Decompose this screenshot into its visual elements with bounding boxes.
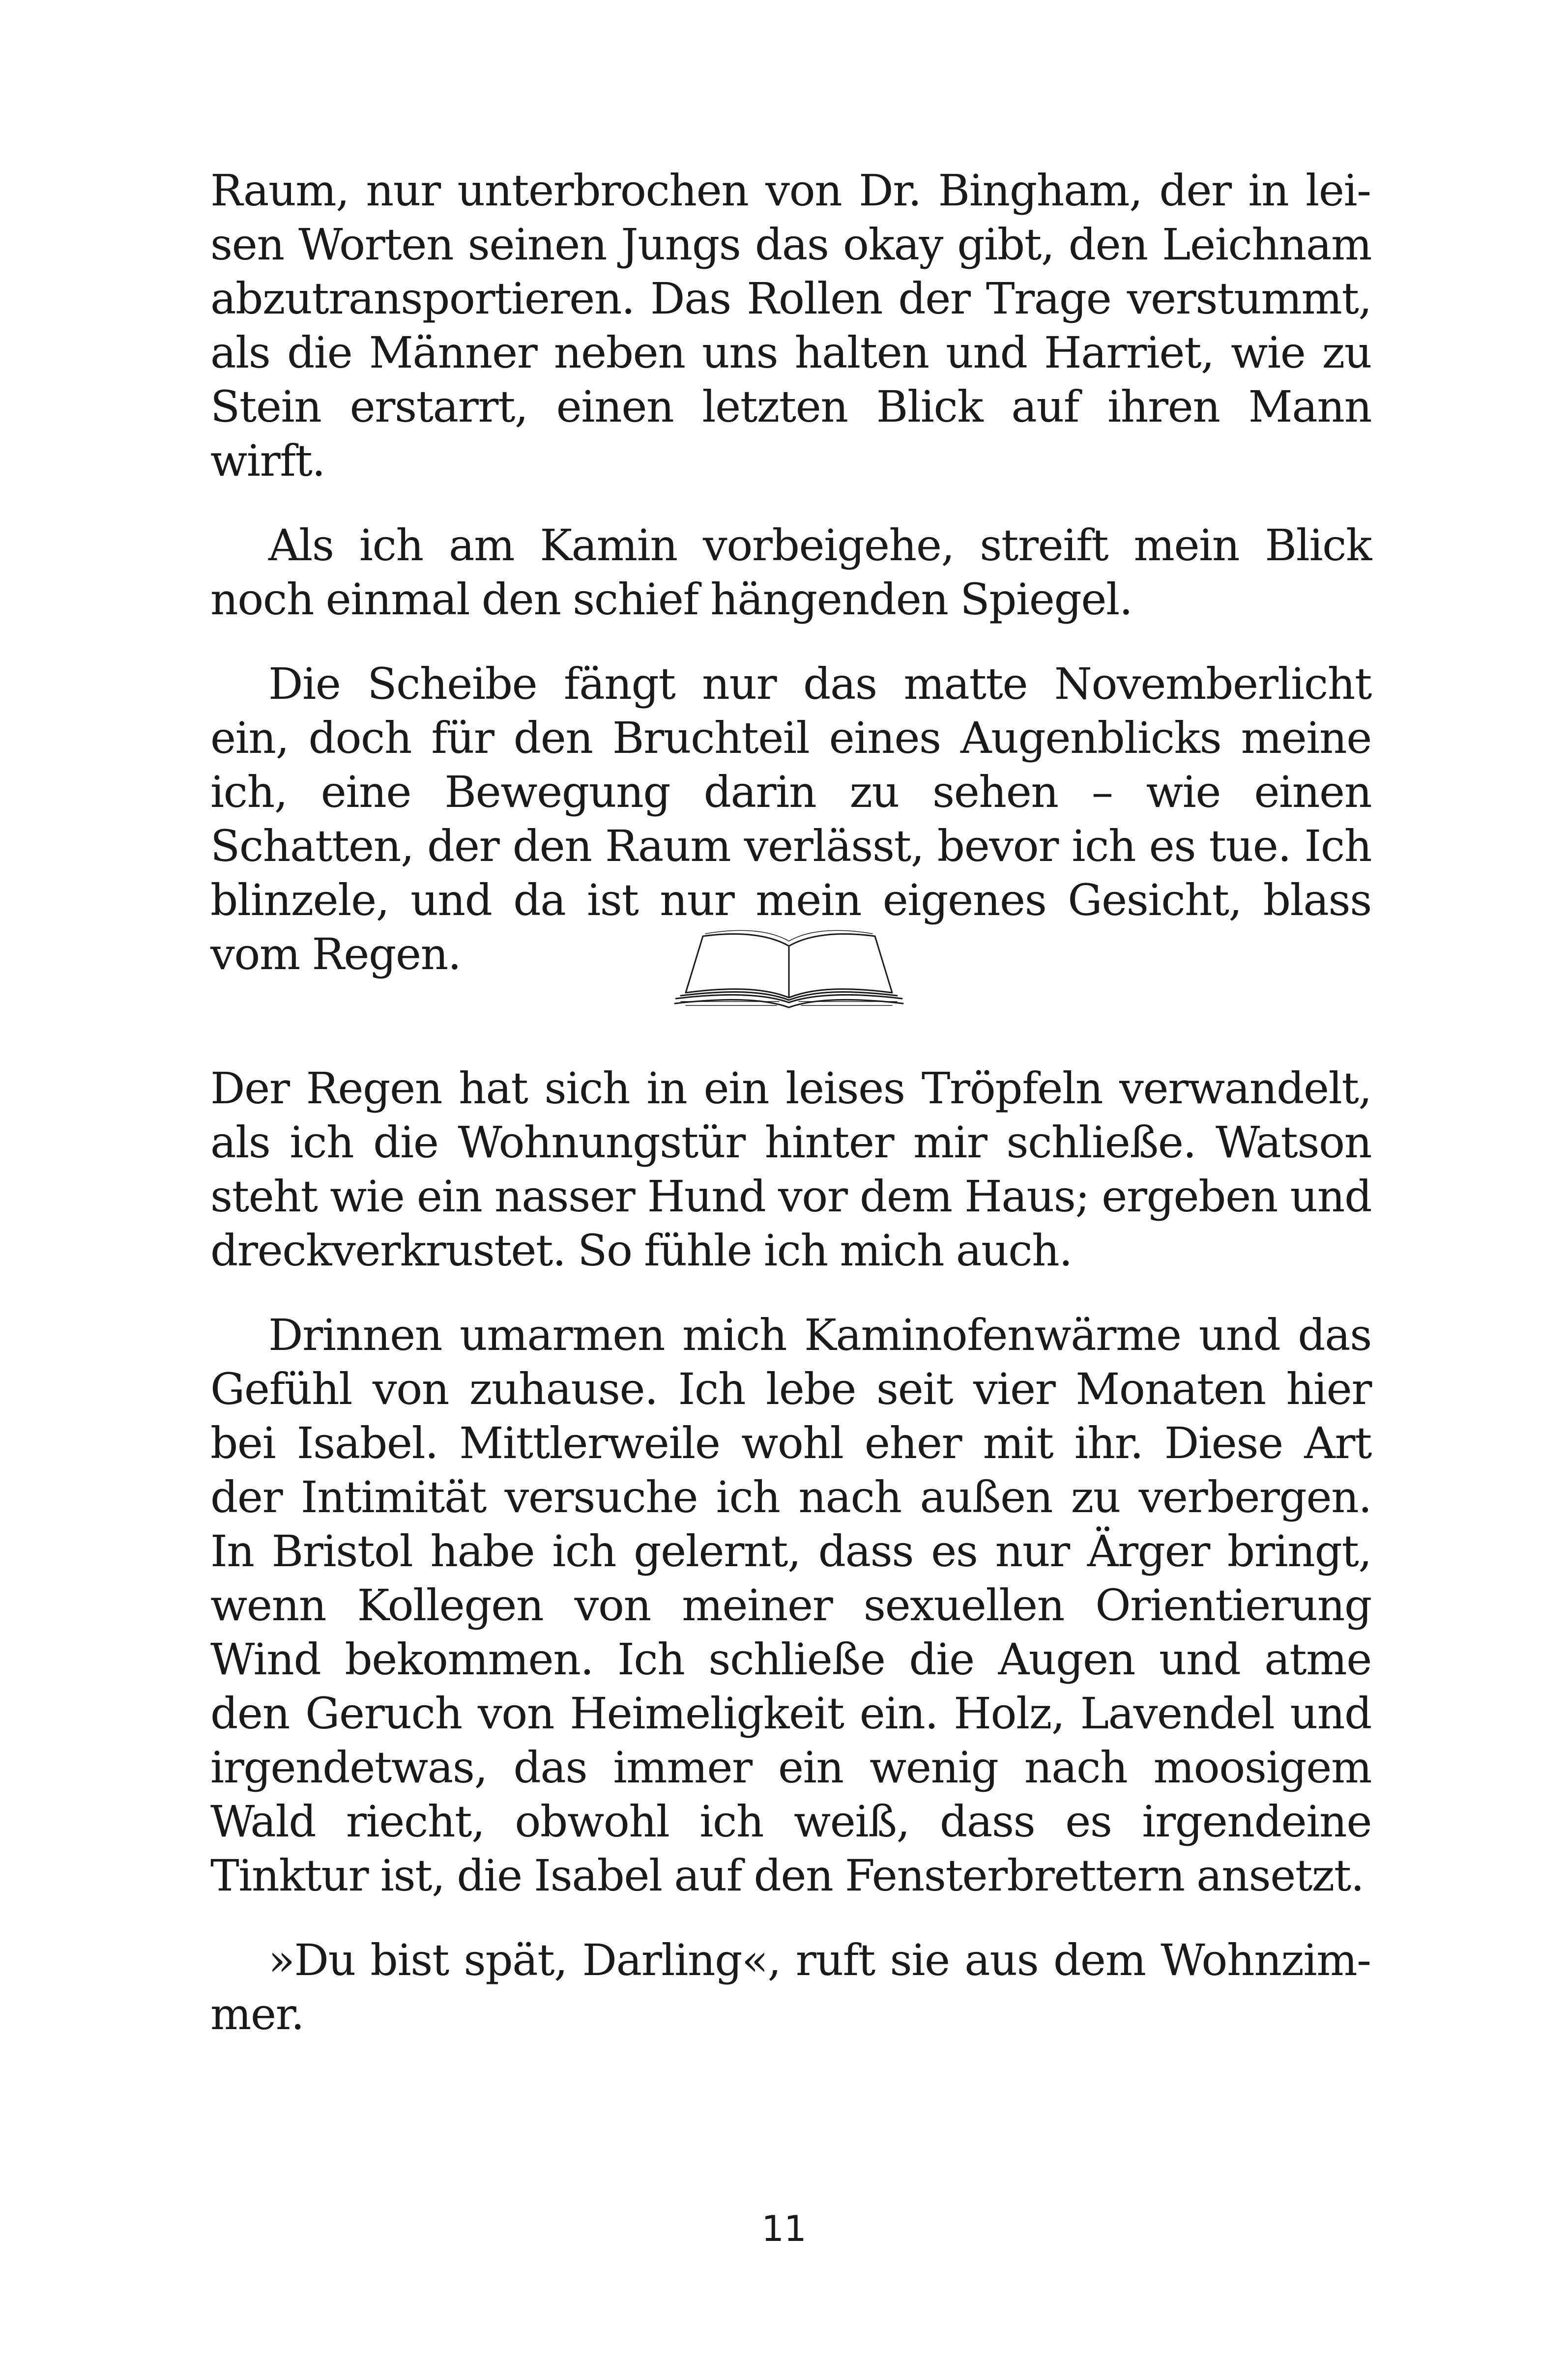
- paragraph-continuation: Raum, nur unterbrochen von Dr. Bingham, der in leisen Worten seinen Jungs das okay gibt, den Leichnam abzutransportieren. Das Rollen der Trage verstummt, als die Männer neben uns halten und Harriet, wie zu Stein erstarrt, einen letzten Blick auf ihren Mann wirft.: [210, 165, 1371, 486]
- text-section-top: [210, 164, 1371, 981]
- paragraph-regen: Der Regen hat sich in ein leises Tröpfeln verwandelt, als ich die Wohnungstür hinter mir schließe. Watson steht wie ein nasser Hund vor dem Haus; ergeben und dreckverkrustet. So fühle ich mich auch.: [210, 1063, 1371, 1276]
- page-number: 11: [761, 2208, 807, 2249]
- open-book-icon: [666, 924, 912, 1012]
- text-section-bottom: [210, 1061, 1371, 2041]
- paragraph-drinnen: Drinnen umarmen mich Kaminofenwärme und das Gefühl von zuhause. Ich lebe seit vier Monaten hier bei Isabel. Mittlerweile wohl eher mit ihr. Diese Art der Intimität versuche ich nach außen zu verbergen. In Bristol habe ich gelernt, dass es nur Ärger bringt, wenn Kollegen von meiner sexuellen Orientierung Wind bekommen. Ich schließe die Augen und atme den Geruch von Heimeligkeit ein. Holz, Lavendel und irgendetwas, das immer ein wenig nach moosigem Wald riecht, obwohl ich weiß, dass es irgendeine Tinktur ist, die Isabel auf den Fensterbrettern ansetzt.: [210, 1310, 1371, 1901]
- paragraph-kamin: Als ich am Kamin vorbeigehe, streift mein Blick noch einmal den schief hängenden Spiegel.: [210, 520, 1371, 625]
- paragraph-dialogue: »Du bist spät, Darling«, ruft sie aus dem Wohnzimmer.: [210, 1935, 1371, 2039]
- paragraph-spiegel: Die Scheibe fängt nur das matte Novemberlicht ein, doch für den Bruchteil eines Augenblicks meine ich, eine Bewegung darin zu sehen – wie einen Schatten, der den Raum verlässt, bevor ich es tue. Ich blinzele, und da ist nur mein eigenes Gesicht, blass vom Regen.: [210, 659, 1371, 979]
